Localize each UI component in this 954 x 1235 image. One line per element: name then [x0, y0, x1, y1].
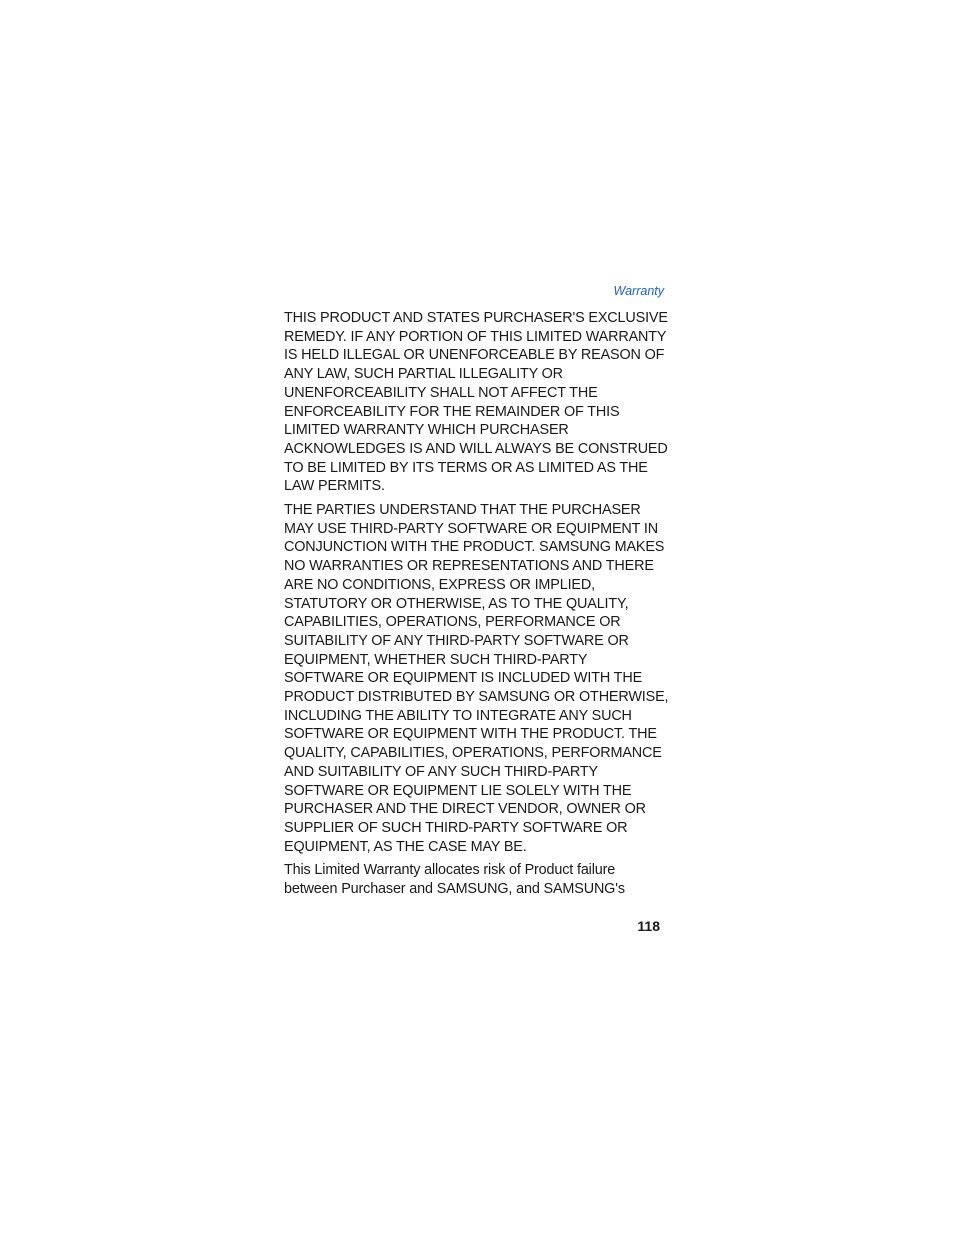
paragraph-3 — [284, 861, 664, 898]
text-line: SOFTWARE OR EQUIPMENT IS INCLUDED WITH THE — [284, 670, 643, 687]
body-text — [284, 309, 669, 899]
text-line: STATUTORY OR OTHERWISE, AS TO THE QUALITY, — [284, 595, 629, 612]
text-line: THE PARTIES UNDERSTAND THAT THE PURCHASER — [284, 502, 641, 519]
text-line: ARE NO CONDITIONS, EXPRESS OR IMPLIED, — [284, 576, 595, 593]
text-line: ANY LAW, SUCH PARTIAL ILLEGALITY OR — [284, 366, 563, 383]
text-line: AND SUITABILITY OF ANY SUCH THIRD-PARTY — [284, 763, 599, 780]
text-line: IS HELD ILLEGAL OR UNENFORCEABLE BY REASON OF — [284, 347, 665, 364]
document-page — [284, 282, 669, 904]
text-line: THIS PRODUCT AND STATES PURCHASER'S EXCLUSIVE — [284, 310, 668, 326]
text-line: REMEDY. IF ANY PORTION OF THIS LIMITED WARRANTY — [284, 328, 667, 345]
text-line: SUPPLIER OF SUCH THIRD-PARTY SOFTWARE OR — [284, 819, 628, 836]
paragraph-2 — [284, 501, 669, 856]
text-line: ACKNOWLEDGES IS AND WILL ALWAYS BE CONSTRUED — [284, 440, 668, 457]
text-line: PRODUCT DISTRIBUTED BY SAMSUNG OR OTHERWISE, — [284, 689, 669, 706]
text-line: LIMITED WARRANTY WHICH PURCHASER — [284, 422, 569, 439]
text-line: EQUIPMENT, AS THE CASE MAY BE. — [284, 838, 527, 855]
text-line: INCLUDING THE ABILITY TO INTEGRATE ANY SUCH — [284, 707, 632, 724]
text-line: UNENFORCEABILITY SHALL NOT AFFECT THE — [284, 384, 598, 401]
text-line: TO BE LIMITED BY ITS TERMS OR AS LIMITED AS THE — [284, 459, 648, 476]
paragraph-1 — [284, 309, 668, 496]
text-line: EQUIPMENT, WHETHER SUCH THIRD-PARTY — [284, 651, 588, 668]
page-number: 118 — [637, 918, 660, 934]
text-line: MAY USE THIRD-PARTY SOFTWARE OR EQUIPMENT IN — [284, 520, 658, 537]
text-line: CAPABILITIES, OPERATIONS, PERFORMANCE OR — [284, 614, 621, 631]
text-line: This Limited Warranty allocates risk of Product failure — [284, 862, 616, 879]
text-line: QUALITY, CAPABILITIES, OPERATIONS, PERFORMANCE — [284, 745, 662, 762]
text-line: PURCHASER AND THE DIRECT VENDOR, OWNER OR — [284, 801, 646, 818]
text-line: SUITABILITY OF ANY THIRD-PARTY SOFTWARE OR — [284, 632, 629, 649]
text-line: CONJUNCTION WITH THE PRODUCT. SAMSUNG MAKES — [284, 539, 665, 556]
text-line: SOFTWARE OR EQUIPMENT LIE SOLELY WITH THE — [284, 782, 632, 799]
text-line: LAW PERMITS. — [284, 478, 385, 495]
text-line: SOFTWARE OR EQUIPMENT WITH THE PRODUCT. THE — [284, 726, 657, 743]
text-line: ENFORCEABILITY FOR THE REMAINDER OF THIS — [284, 403, 620, 420]
text-line: NO WARRANTIES OR REPRESENTATIONS AND THERE — [284, 558, 654, 575]
running-header: Warranty — [613, 284, 664, 298]
text-line: between Purchaser and SAMSUNG, and SAMSUNG's — [284, 881, 625, 898]
